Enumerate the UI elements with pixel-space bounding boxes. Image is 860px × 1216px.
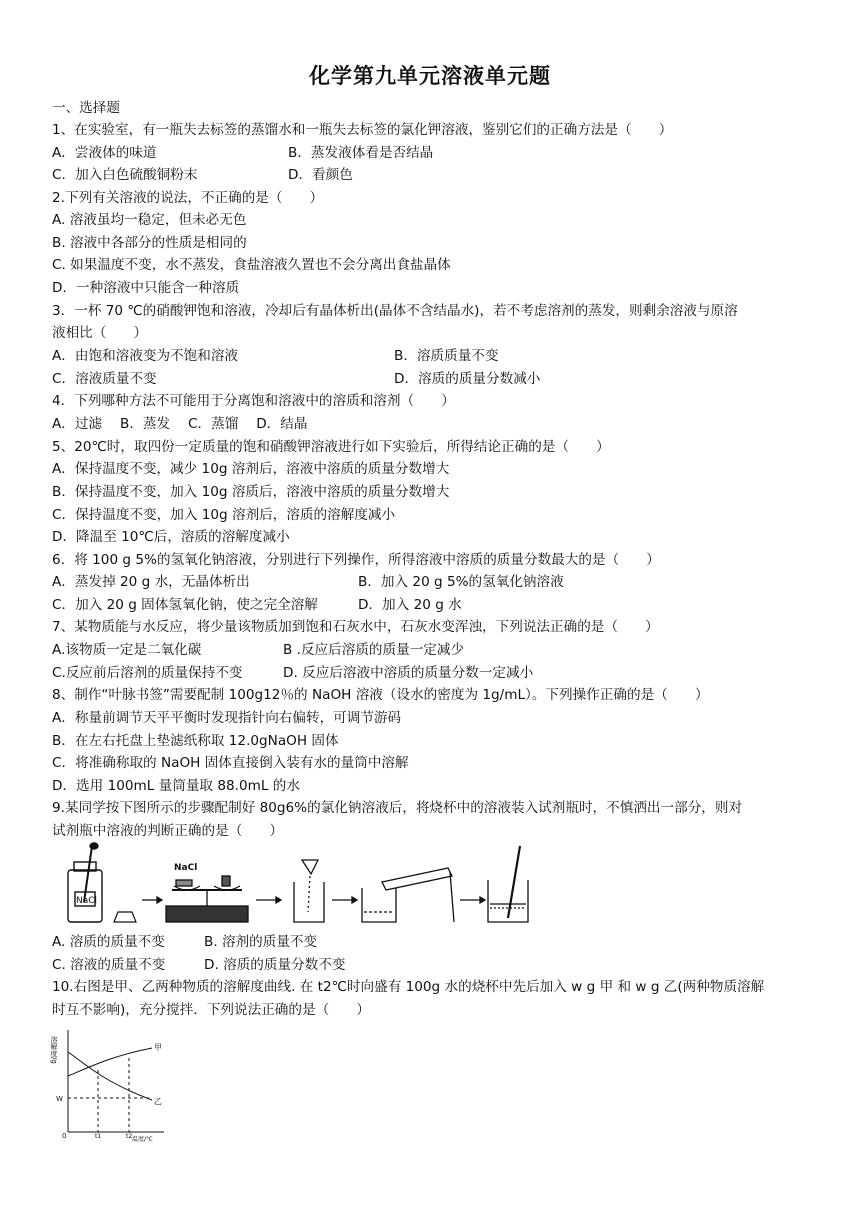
q6-option-c: C．加入 20 g 固体氢氧化钠，使之完全溶解 [52,597,318,613]
section-heading: 一、选择题 [52,100,120,116]
q2-option-d: D．一种溶液中只能含一种溶质 [52,280,240,296]
q9-stem-line1: 9.某同学按下图所示的步骤配制好 80g6%的氯化钠溶液后，将烧杯中的溶液装入试剂瓶时，不慎洒出一部分，则对 [52,800,743,816]
x-axis-label: 温度/℃ [132,1136,153,1143]
origin-label: 0 [62,1132,67,1140]
arrow-icon [256,897,281,903]
q7-stem: 7、某物质能与水反应，将少量该物质加到饱和石灰水中，石灰水变浑浊，下列说法正确的是（ ） [52,619,659,635]
t1-label: t1 [95,1133,102,1140]
q3-option-c: C．溶液质量不变 [52,371,157,387]
w-label: W [56,1095,63,1103]
solubility-curve-figure [52,1022,172,1142]
q3-option-d: D．溶质的质量分数减小 [394,371,541,387]
q10-stem-line2: 时互不影响)，充分搅拌．下列说法正确的是（ ） [52,1002,370,1018]
arrow-icon [332,897,357,903]
balance-label: NaCl [174,863,198,873]
q4-options: A．过滤 B．蒸发 C．蒸馏 D．结晶 [52,416,308,432]
stopper-icon [114,912,136,922]
q5-option-b: B．保持温度不变，加入 10g 溶质后，溶液中溶质的质量分数增大 [52,484,450,500]
q9-option-a: A. 溶质的质量不变 [52,934,165,950]
cylinder-pouring-icon [362,868,454,922]
q8-stem: 8、制作“叶脉书签”需要配制 100g12％的 NaOH 溶液（设水的密度为 1g/mL）。下列操作正确的是（ ） [52,687,709,703]
q2-stem: 2.下列有关溶液的说法，不正确的是（ ） [52,190,324,206]
q9-stem-line2: 试剂瓶中溶液的判断正确的是（ ） [52,823,284,839]
q10-stem-line1: 10.右图是甲、乙两种物质的溶解度曲线. 在 t2℃时向盛有 100g 水的烧杯中先后加入 w g 甲 和 w g 乙(两种物质溶解 [52,979,765,995]
q7-option-c: C.反应前后溶剂的质量保持不变 [52,665,243,681]
q5-stem: 5、20℃时，取四份一定质量的饱和硝酸钾溶液进行如下实验后，所得结论正确的是（ ） [52,439,610,455]
q5-option-d: D．降温至 10℃后，溶质的溶解度减小 [52,529,290,545]
q3-stem-line1: 3．一杯 70 ℃的硝酸钾饱和溶液，冷却后有晶体析出(晶体不含结晶水)，若不考虑溶剂的蒸发，则剩余溶液与原溶 [52,303,738,319]
balance-icon [166,876,248,922]
q5-option-c: C．保持温度不变，加入 10g 溶剂后，溶质的溶解度减小 [52,507,396,523]
q6-option-a: A．蒸发掉 20 g 水，无晶体析出 [52,574,250,590]
q8-option-d: D．选用 100mL 量筒量取 88.0mL 的水 [52,778,300,794]
beaker-icon [294,860,324,922]
q7-option-a: A.该物质一定是二氧化碳 [52,642,202,658]
q9-procedure-figure [62,842,542,928]
q3-option-a: A．由饱和溶液变为不饱和溶液 [52,348,239,364]
q9-option-c: C. 溶液的质量不变 [52,957,166,973]
q1-option-b: B．蒸发液体看是否结晶 [288,145,434,161]
arrow-icon [460,897,485,903]
q8-option-a: A．称量前调节天平平衡时发现指针向右偏转，可调节游码 [52,710,402,726]
q7-option-d: D. 反应后溶液中溶质的质量分数一定减小 [283,665,534,681]
yi-label: 乙 [154,1097,162,1106]
q1-stem: 1、在实验室，有一瓶失去标签的蒸馏水和一瓶失去标签的氯化钾溶液，鉴别它们的正确方法是（ ） [52,122,673,138]
curve-jia [68,1048,152,1076]
reagent-bottle-icon [68,843,102,922]
q2-option-c: C. 如果温度不变，水不蒸发，食盐溶液久置也不会分离出食盐晶体 [52,257,451,273]
q6-option-d: D．加入 20 g 水 [358,597,462,613]
q5-option-a: A．保持温度不变，减少 10g 溶剂后，溶液中溶质的质量分数增大 [52,461,450,477]
q1-option-d: D．看颜色 [288,167,353,183]
q8-option-b: B．在左右托盘上垫滤纸称取 12.0gNaOH 固体 [52,733,339,749]
q3-option-b: B．溶质质量不变 [394,348,499,364]
q9-option-d: D. 溶质的质量分数不变 [204,957,346,973]
q1-option-a: A．尝液体的味道 [52,145,157,161]
q9-option-b: B. 溶剂的质量不变 [204,934,318,950]
bottle-label: NaCl [76,896,98,906]
stirring-beaker-icon [488,846,528,922]
arrow-icon [142,897,162,903]
q3-stem-line2: 液相比（ ） [52,325,148,341]
q7-option-b: B .反应后溶质的质量一定减少 [283,642,465,658]
q6-option-b: B．加入 20 g 5%的氢氧化钠溶液 [358,574,564,590]
q4-stem: 4．下列哪种方法不可能用于分离饱和溶液中的溶质和溶剂（ ） [52,393,455,409]
q1-option-c: C．加入白色硫酸铜粉末 [52,167,198,183]
q2-option-b: B. 溶液中各部分的性质是相同的 [52,235,247,251]
y-axis-label: 溶解度/g [50,1036,58,1064]
q8-option-c: C．将准确称取的 NaOH 固体直接倒入装有水的量筒中溶解 [52,755,409,771]
page-title: 化学第九单元溶液单元题 [309,64,551,88]
jia-label: 甲 [154,1043,162,1052]
t2-label: t2 [126,1133,133,1140]
q6-stem: 6．将 100 g 5%的氢氧化钠溶液，分别进行下列操作，所得溶液中溶质的质量分数最大的是（ ） [52,552,660,568]
q2-option-a: A. 溶液虽均一稳定，但未必无色 [52,212,247,228]
